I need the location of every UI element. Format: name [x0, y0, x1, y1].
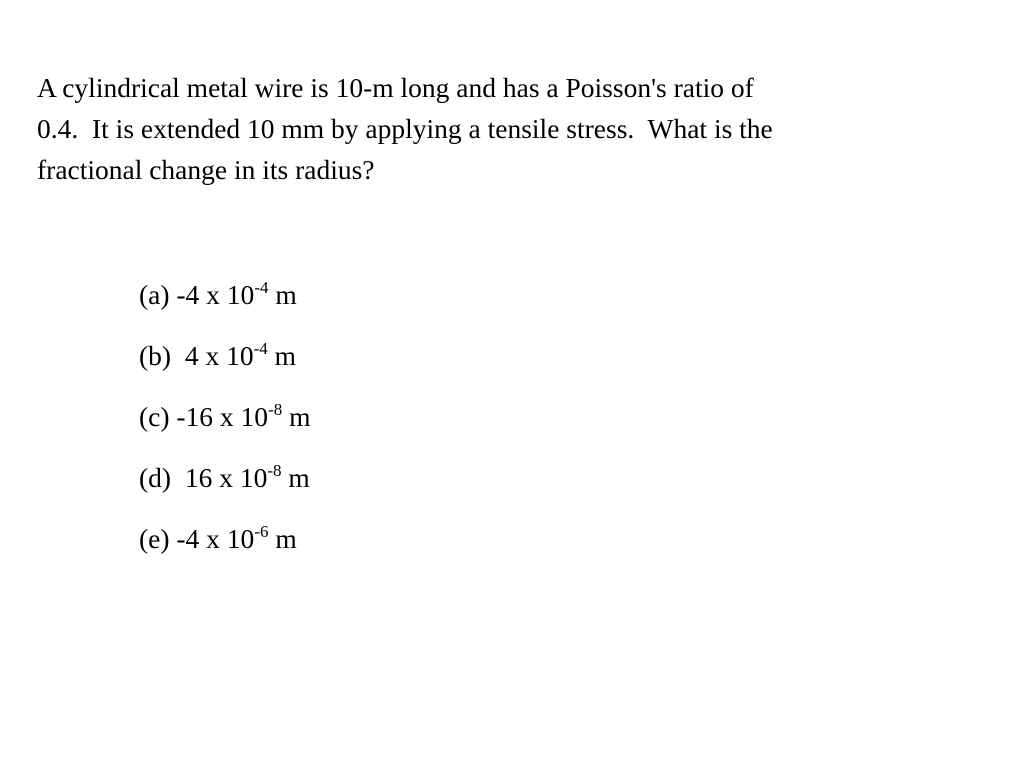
option-b	[139, 336, 311, 397]
option-exponent: -8	[267, 461, 282, 480]
option-d	[139, 458, 311, 519]
option-c	[139, 397, 311, 458]
question-text	[37, 67, 977, 190]
option-exponent: -6	[254, 522, 269, 541]
question-line: A cylindrical metal wire is 10-m long and has a Poisson's ratio of	[37, 72, 754, 103]
answer-options	[139, 275, 311, 580]
question-line: 0.4. It is extended 10 mm by applying a tensile stress. What is the	[37, 113, 773, 144]
option-prefix: (e) -4 x 10	[139, 523, 255, 554]
option-e	[139, 519, 311, 580]
option-unit: m	[268, 279, 297, 310]
option-unit: m	[268, 523, 297, 554]
option-unit: m	[282, 401, 311, 432]
option-a	[139, 275, 311, 336]
option-exponent: -4	[253, 339, 268, 358]
option-prefix: (d) 16 x 10	[139, 462, 268, 493]
option-prefix: (b) 4 x 10	[139, 340, 254, 371]
question-line: fractional change in its radius?	[37, 154, 375, 185]
option-unit: m	[281, 462, 310, 493]
option-exponent: -4	[254, 278, 269, 297]
option-unit: m	[267, 340, 297, 371]
option-prefix: (c) -16 x 10	[139, 401, 269, 432]
option-prefix: (a) -4 x 10	[139, 279, 255, 310]
option-exponent: -8	[268, 400, 283, 419]
